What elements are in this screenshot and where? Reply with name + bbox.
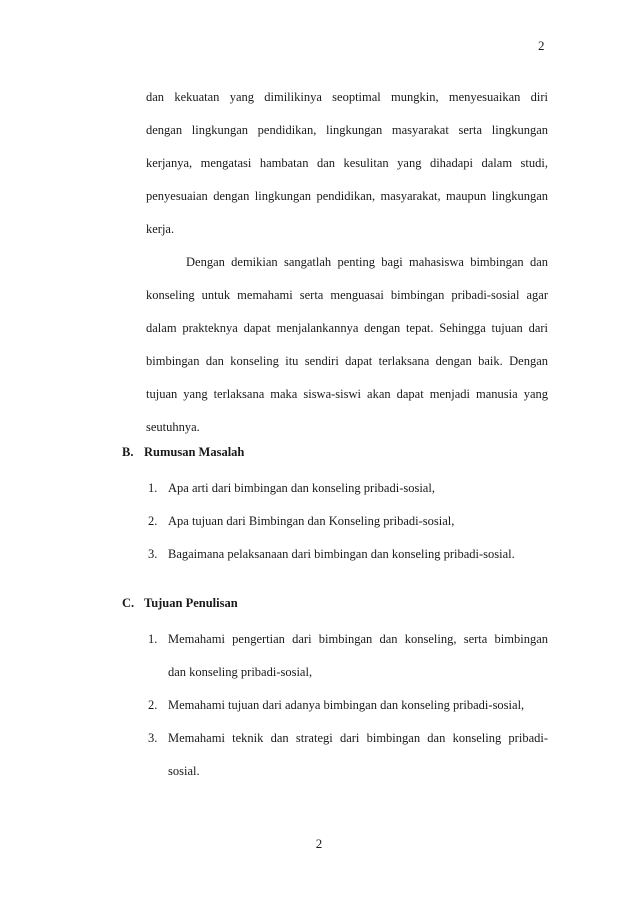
problem-list xyxy=(122,479,552,578)
section-tujuan-penulisan xyxy=(122,594,552,795)
list-number: 3. xyxy=(148,547,158,561)
paragraph-line: bimbingan dan konseling itu sendiri dapat terlaksana dengan baik. Dengan xyxy=(146,354,548,368)
section-title: Tujuan Penulisan xyxy=(144,596,238,610)
list-item-text: Apa arti dari bimbingan dan konseling pribadi-sosial, xyxy=(168,481,435,495)
paragraph-line: dan kekuatan yang dimilikinya seoptimal mungkin, menyesuaikan diri xyxy=(146,90,548,104)
list-number: 3. xyxy=(148,731,158,745)
objective-list xyxy=(122,630,552,795)
list-item xyxy=(122,545,552,578)
list-item-text: Memahami teknik dan strategi dari bimbingan dan konseling pribadi- xyxy=(168,731,548,745)
paragraph-2 xyxy=(146,253,548,451)
paragraph-line: dengan lingkungan pendidikan, lingkungan masyarakat serta lingkungan xyxy=(146,123,548,137)
list-number: 2. xyxy=(148,698,158,712)
section-heading xyxy=(122,443,552,479)
paragraph-line: konseling untuk memahami serta menguasai bimbingan pribadi-sosial agar xyxy=(146,288,548,302)
paragraph-1 xyxy=(146,88,548,253)
intro-text xyxy=(146,88,548,451)
paragraph-line: kerjanya, mengatasi hambatan dan kesulitan yang dihadapi dalam studi, xyxy=(146,156,548,170)
page-number-bottom: 2 xyxy=(315,836,323,851)
page-number-top: 2 xyxy=(538,38,545,53)
list-item xyxy=(122,479,552,512)
list-number: 2. xyxy=(148,514,158,528)
section-title: Rumusan Masalah xyxy=(144,445,245,459)
list-item xyxy=(122,696,552,729)
section-heading xyxy=(122,594,552,630)
paragraph-line: penyesuaian dengan lingkungan pendidikan, masyarakat, maupun lingkungan xyxy=(146,189,548,203)
list-item-text: Memahami tujuan dari adanya bimbingan dan konseling pribadi-sosial, xyxy=(168,698,525,712)
section-letter: C. xyxy=(122,596,135,610)
paragraph-line: seutuhnya. xyxy=(146,420,200,434)
paragraph-line: Dengan demikian sangatlah penting bagi mahasiswa bimbingan dan xyxy=(186,255,548,269)
list-number: 1. xyxy=(148,481,158,495)
list-item-text: sosial. xyxy=(168,764,200,778)
list-item xyxy=(122,512,552,545)
section-letter: B. xyxy=(122,445,134,459)
list-item-text: Bagaimana pelaksanaan dari bimbingan dan konseling pribadi-sosial. xyxy=(168,547,515,561)
list-number: 1. xyxy=(148,632,158,646)
section-rumusan-masalah xyxy=(122,443,552,578)
list-item xyxy=(122,630,552,696)
list-item-text: Memahami pengertian dari bimbingan dan konseling, serta bimbingan xyxy=(168,632,548,646)
paragraph-line: dalam prakteknya dapat menjalankannya dengan tepat. Sehingga tujuan dari xyxy=(146,321,548,335)
list-item-text: dan konseling pribadi-sosial, xyxy=(168,665,313,679)
list-item xyxy=(122,729,552,795)
list-item-text: Apa tujuan dari Bimbingan dan Konseling pribadi-sosial, xyxy=(168,514,455,528)
paragraph-line: kerja. xyxy=(146,222,175,236)
paragraph-line: tujuan yang terlaksana maka siswa-siswi akan dapat menjadi manusia yang xyxy=(146,387,548,401)
